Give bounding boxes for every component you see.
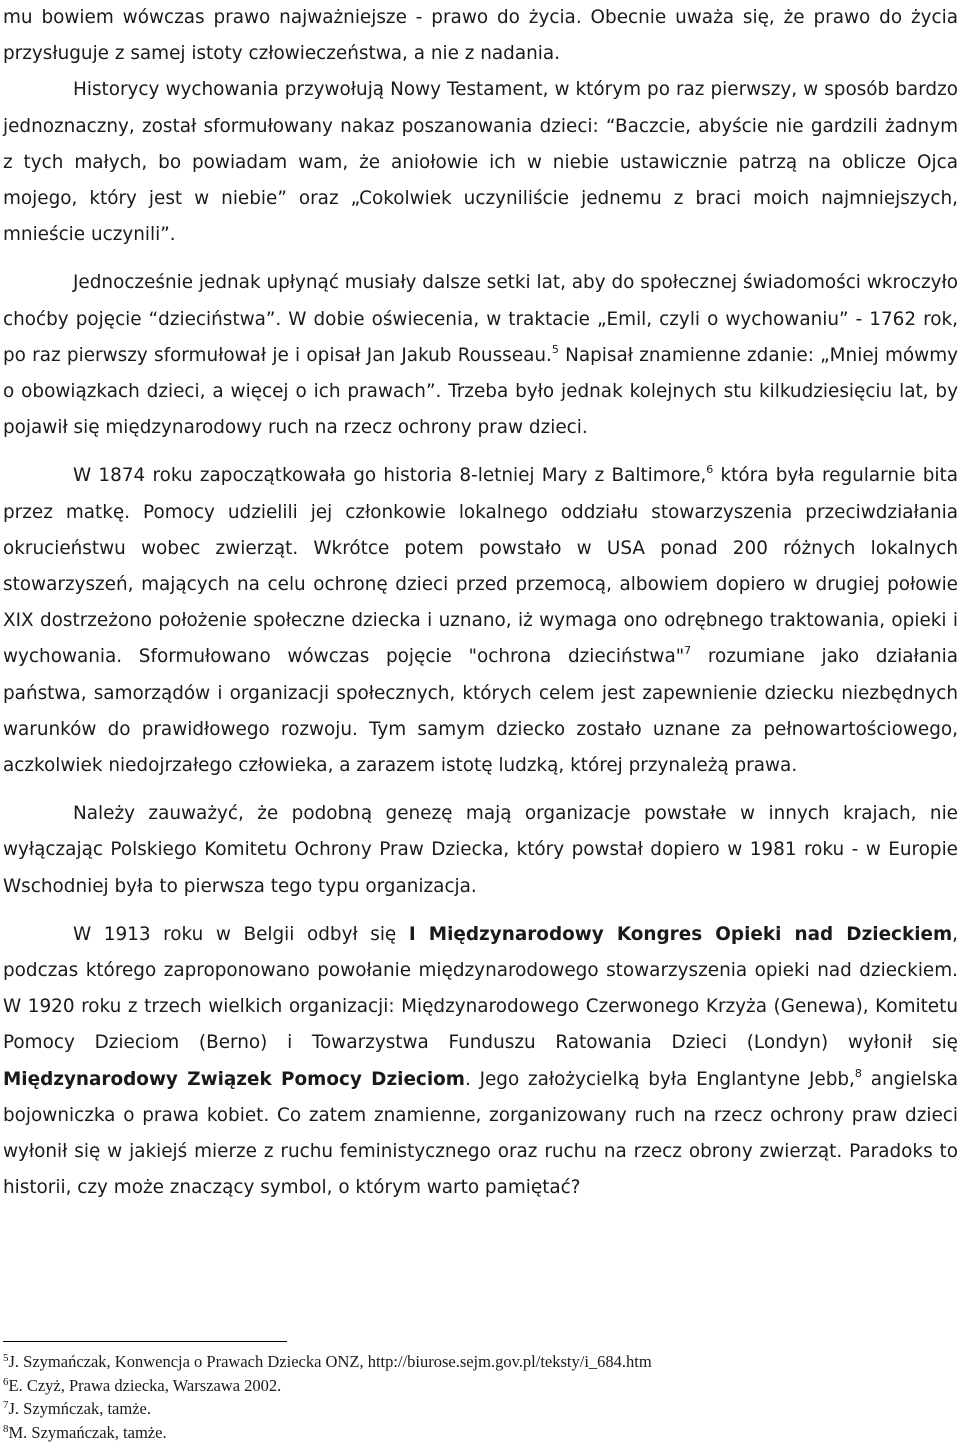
- footnote-number: 7: [3, 1399, 9, 1411]
- footnote-ref-8: 8: [854, 1066, 862, 1080]
- footnote-7: [3, 1397, 958, 1421]
- footnote-6: [3, 1374, 958, 1398]
- footnote-number: 8: [3, 1422, 9, 1435]
- paragraph-text: angielska bojowniczka o prawa kobiet. Co zatem znamienne, zorganizowany ruch na rzecz ochrony praw dzieci wyłonił się w jakiejś mierze z ruchu feministycznego oraz ruchu na rzecz obrony zwierząt. Paradoks to historii, czy może znaczący symbol, o którym warto pamiętać?: [3, 1068, 958, 1199]
- footnote-text: J. Szymńczak, tamże.: [8, 1399, 151, 1418]
- paragraph-text: Napisał znamienne zdanie: „Mniej mówmy o obowiązkach dzieci, a więcej o ich prawach”. Trzeba było jednak kolejnych stu kilkudziesięciu lat, by pojawił się międzynarodowy ruch na rzecz ochrony praw dzieci.: [3, 344, 958, 439]
- paragraph-other-countries: [3, 796, 958, 905]
- paragraph-text: która była regularnie bita przez matkę. Pomocy udzielili jej członkowie lokalnego oddziału stowarzyszenia przeciwdziałania okrucieństwu wobec zwierząt. Wkrótce potem powstało w USA ponad 200 różnych lokalnych stowarzyszeń, mających na celu ochronę dzieci przed przemocą, albowiem dopiero w drugiej połowie XIX dostrzeżono położenie społeczne dziecka i uznano, iż wymaga ono odrębnego traktowania, opieki i wychowania. Sformułowano wówczas pojęcie "ochrona dzieciństwa": [3, 465, 958, 668]
- paragraph-text: rozumiane jako działania państwa, samorządów i organizacji społecznych, których celem jest zapewnienie dziecku niezbędnych warunków do prawidłowego rozwoju. Tym samym dziecko zostało uznane za pełnowartościowego, aczkolwiek niedojrzałego człowieka, a zarazem istotę ludzką, której przynależą prawa.: [3, 646, 958, 777]
- paragraph-text: W 1874 roku zapoczątkowała go historia 8-letniej Mary z Baltimore,: [73, 465, 707, 487]
- paragraph-text: Należy zauważyć, że podobną genezę mają organizacje powstałe w innych krajach, nie wyłączając Polskiego Komitetu Ochrony Praw Dziecka, który powstał dopiero w 1981 roku - w Europie Wschodniej była to pierwsza tego typu organizacja.: [3, 803, 958, 897]
- paragraph-intro-continued: [3, 0, 958, 72]
- paragraph-text: . Jego założycielką była Englantyne Jebb,: [464, 1068, 855, 1090]
- paragraph-text: W 1913 roku w Belgii odbył się: [73, 923, 409, 945]
- paragraph-new-testament: [3, 72, 958, 253]
- footnote-ref-7: 7: [684, 644, 692, 658]
- paragraph-rousseau: [3, 265, 958, 446]
- footnote-text: M. Szymańczak, tamże.: [8, 1422, 167, 1442]
- footnote-8: [3, 1421, 958, 1444]
- paragraph-text: mu bowiem wówczas prawo najważniejsze - prawo do życia. Obecnie uważa się, że prawo do życia przysługuje z samej istoty człowieczeństwa, a nie z nadania.: [3, 7, 958, 65]
- footnote-5: [3, 1350, 958, 1374]
- bold-congress-name: I Międzynarodowy Kongres Opieki nad Dzieckiem: [408, 923, 953, 945]
- bold-union-name: Międzynarodowy Związek Pomocy Dzieciom: [3, 1068, 465, 1090]
- footnote-text: J. Szymańczak, Konwencja o Prawach Dziecka ONZ, http://biurose.sejm.gov.pl/teksty/i_684.htm: [8, 1352, 652, 1371]
- footnotes: [3, 1350, 958, 1444]
- footnote-ref-6: 6: [706, 463, 714, 477]
- footnote-number: 6: [3, 1375, 9, 1388]
- footnote-ref-5: 5: [551, 342, 559, 356]
- footnote-number: 5: [3, 1352, 9, 1364]
- footnote-text: E. Czyż, Prawa dziecka, Warszawa 2002.: [8, 1375, 282, 1395]
- paragraph-text: , podczas którego zaproponowano powołanie międzynarodowego stowarzyszenia opieki nad dzieckiem. W 1920 roku z trzech wielkich organizacji: Międzynarodowego Czerwonego Krzyża (Genewa), Komitetu Pomocy Dzieciom (Berno) i Towarzystwa Funduszu Ratowania Dzieci (Londyn) wyłonił się: [3, 923, 958, 1054]
- document-body: [3, 0, 958, 1207]
- paragraph-mary-baltimore: [3, 458, 958, 784]
- paragraph-international-congress: [3, 917, 958, 1207]
- paragraph-text: Jednocześnie jednak upłynąć musiały dalsze setki lat, aby do społecznej świadomości wkroczyło choćby pojęcie “dzieciństwa”. W dobie oświecenia, w traktacie „Emil, czyli o wychowaniu” - 1762 rok, po raz pierwszy sformułował je i opisał Jan Jakub Rousseau.: [3, 272, 958, 366]
- footnote-separator: [3, 1341, 287, 1342]
- paragraph-text: Historycy wychowania przywołują Nowy Testament, w którym po raz pierwszy, w sposób bardzo jednoznaczny, został sformułowany nakaz poszanowania dzieci: “Baczcie, abyście nie gardzili żadnym z tych małych, bo powiadam wam, że aniołowie ich w niebie ustawicznie patrzą na oblicze Ojca mojego, który jest w niebie” oraz „Cokolwiek uczyniliście jednemu z braci moich najmniejszych, mnieście uczynili”.: [3, 79, 958, 246]
